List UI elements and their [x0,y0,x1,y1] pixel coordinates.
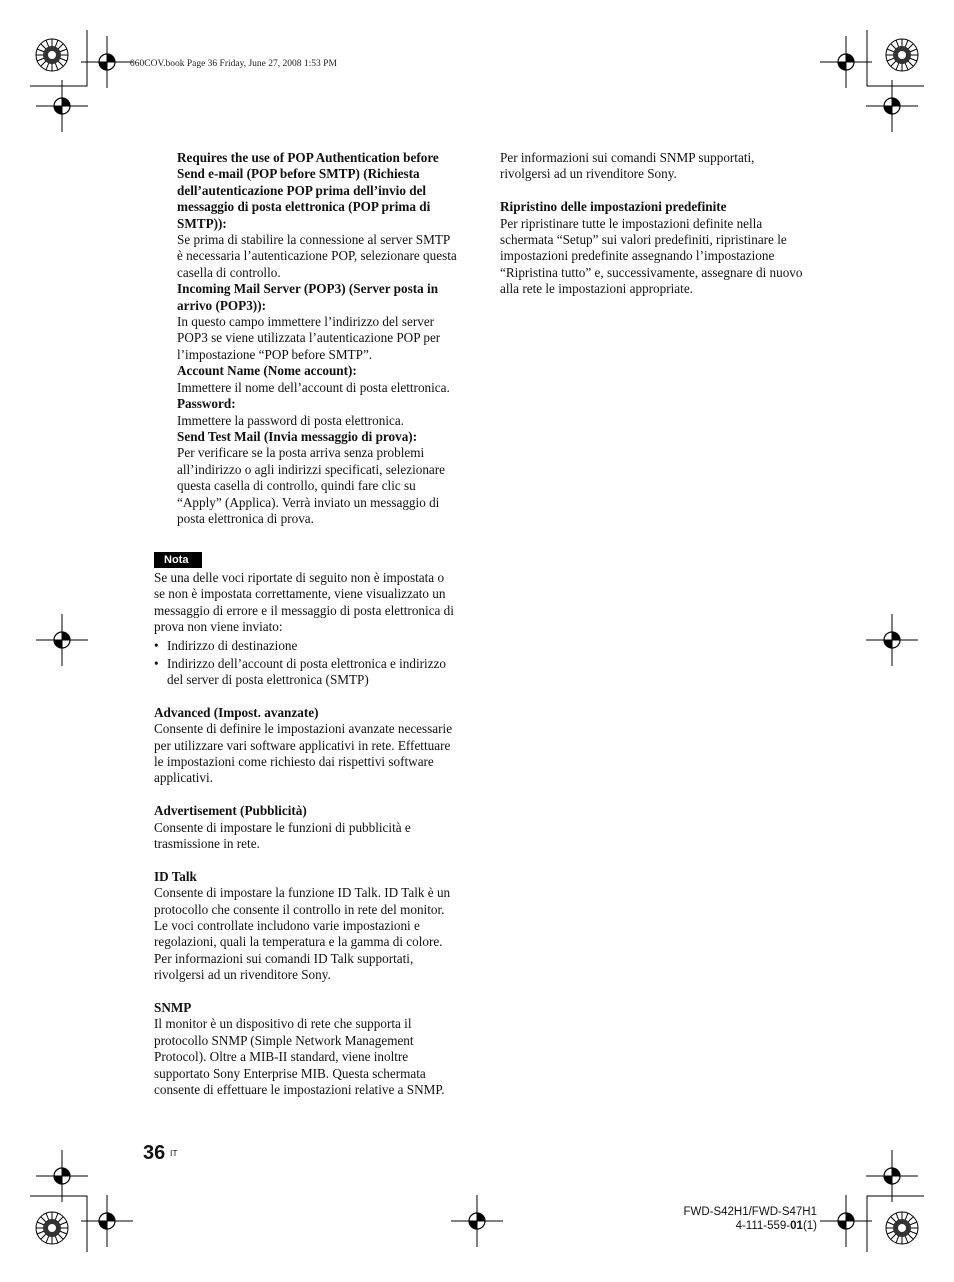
nota-bullets [154,638,457,689]
nota-label: Nota [154,552,202,568]
book-info-header: 060COV.book Page 36 Friday, June 27, 2008 1:53 PM [130,59,337,69]
model-numbers: FWD-S42H1/FWD-S47H1 [683,1206,817,1218]
id-talk-text: Consente di impostare la funzione ID Talk. ID Talk è un protocollo che consente il controllo in rete del monitor. Le voci controllate includono varie impostazioni e regolazioni, quali la temperatura e la gamma di colore. Per informazioni sui comandi ID Talk supportati, rivolgersi ad un rivenditore Sony. [154,885,451,983]
snmp-text: Il monitor è un dispositivo di rete che supporta il protocollo SNMP (Simple Network Management Protocol). Oltre a MIB-II standard, viene inoltre supportato Sony Enterprise MIB. Questa schermata consente di effettuare le impostazioni relative a SNMP. [154,1016,445,1098]
page-number: 36 [143,1142,166,1164]
incoming-server-title: Incoming Mail Server (POP3) (Server posta in arrivo (POP3)): [177,281,439,313]
account-name-title: Account Name (Nome account): [177,363,357,379]
code-bold: 01 [790,1220,803,1232]
advertisement-title: Advertisement (Pubblicità) [154,803,307,819]
list-item: • Indirizzo dell’account di posta elettronica e indirizzo del server di posta elettronica (SMTP) [154,656,457,689]
pop-auth-title: Requires the use of POP Authentication before Send e-mail (POP before SMTP) (Richiesta dell’autenticazione POP prima dell’invio del messaggio di posta elettronica (POP prima di SMTP)): [177,150,439,231]
right-column [500,150,805,298]
advertisement-text: Consente di impostare le funzioni di pubblicità e trasmissione in rete. [154,819,411,851]
send-test-mail-text: Per verificare se la posta arriva senza problemi all’indirizzo o agli indirizzi specificati, selezionare questa casella di controllo, quindi fare clic su “Apply” (Applica). Verrà inviato un messaggio di posta elettronica di prova. [177,445,446,526]
reset-defaults-text: Per ripristinare tutte le impostazioni definite nella schermata “Setup” sui valori predefiniti, ripristinare le impostazioni predefinite assegnando l’impostazione “Ripristina tutto” e, successivamente, assegnare di nuovo alla rete le impostazioni appropriate. [500,215,803,297]
advanced-text: Consente di definire le impostazioni avanzate necessarie per utilizzare vari software applicativi in rete. Effettuare le impostazioni come richiesto dai rispettivi software applicativi. [154,721,453,786]
left-column [154,551,457,1098]
code-prefix: 4-111-559- [735,1220,791,1232]
incoming-server-text: In questo campo immettere l’indirizzo del server POP3 se viene utilizzata l’autenticazione POP per l’impostazione “POP before SMTP”. [177,314,441,362]
id-talk-title: ID Talk [154,868,197,884]
snmp-title: SNMP [154,1000,192,1015]
document-code [683,1219,817,1233]
password-title: Password: [177,396,236,412]
send-test-mail-title: Send Test Mail (Invia messaggio di prova): [177,428,418,444]
list-item: • Indirizzo di destinazione [154,638,457,654]
nota-text: Se una delle voci riportate di seguito non è impostata o se non è impostata correttamente, viene visualizzato un messaggio di errore e il messaggio di posta elettronica di prova non viene inviato: [154,570,454,635]
pop-settings-list [177,150,457,527]
account-name-text: Immettere il nome dell’account di posta elettronica. [177,379,450,395]
code-suffix: (1) [802,1220,817,1232]
reset-defaults-title: Ripristino delle impostazioni predefinite [500,199,727,215]
password-text: Immettere la password di posta elettronica. [177,412,405,428]
footer [683,1205,817,1233]
pop-auth-text: Se prima di stabilire la connessione al server SMTP è necessaria l’autenticazione POP, selezionare questa casella di controllo. [177,232,457,280]
advanced-title: Advanced (Impost. avanzate) [154,704,319,720]
snmp-info-text: Per informazioni sui comandi SNMP supportati, rivolgersi ad un rivenditore Sony. [500,150,755,182]
page-language: IT [170,1148,178,1158]
